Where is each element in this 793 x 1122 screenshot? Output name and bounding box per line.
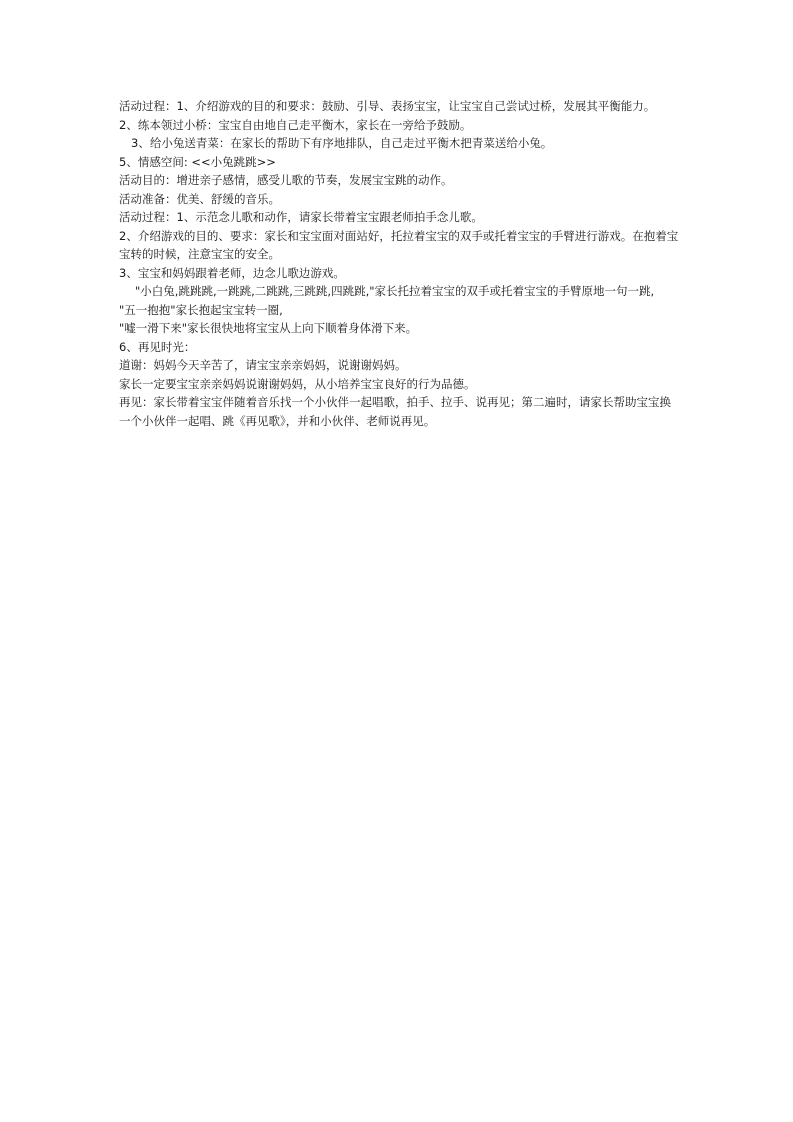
paragraph-rhyme-jump: "小白兔,跳跳跳,一跳跳,二跳跳,三跳跳,四跳跳,"家长托拉着宝宝的双手或托着宝宝的手臂原地一句一跳, xyxy=(135,284,655,298)
paragraph-thanks: 道谢：妈妈今天辛苦了，请宝宝亲亲妈妈，说谢谢妈妈。 xyxy=(119,358,407,372)
paragraph-game-rules: 2、介绍游戏的目的、要求：家长和宝宝面对面站好，托拉着宝宝的双手或托着宝宝的手臂进行游戏。在抱着宝宝转的时候，注意宝宝的安全。 xyxy=(119,228,679,261)
paragraph-goodbye: 再见：家长带着宝宝伴随着音乐找一个小伙伴一起唱歌，拍手、拉手、说再见；第二遍时，请家长帮助宝宝换一个小伙伴一起唱、跳《再见歌》，并和小伙伴、老师说再见。 xyxy=(119,395,671,428)
document-body xyxy=(119,97,679,430)
paragraph-activity-goal: 活动目的：增进亲子感情，感受儿歌的节奏，发展宝宝跳的动作。 xyxy=(119,173,453,187)
paragraph-step-3-follow: 3、宝宝和妈妈跟着老师，边念儿歌边游戏。 xyxy=(119,265,345,280)
paragraph-activity-process-2: 活动过程：1、示范念儿歌和动作，请家长带着宝宝跟老师拍手念儿歌。 xyxy=(119,210,483,224)
paragraph-activity-prep: 活动准备：优美、舒缓的音乐。 xyxy=(119,191,280,206)
section-heading-5: 5、情感空间: <<小兔跳跳>> xyxy=(119,154,276,169)
paragraph-rhyme-slide: "嘘一滑下来"家长很快地将宝宝从上向下顺着身体滑下来。 xyxy=(119,321,418,335)
paragraph-step-3-rabbit: 3、给小兔送青菜：在家长的帮助下有序地排队，自己走过平衡木把青菜送给小兔。 xyxy=(131,136,553,150)
paragraph-parent-note: 家长一定要宝宝亲亲妈妈说谢谢妈妈，从小培养宝宝良好的行为品德。 xyxy=(119,376,476,391)
paragraph-activity-process-1: 活动过程：1、介绍游戏的目的和要求：鼓励、引导、表扬宝宝，让宝宝自己尝试过桥，发展其平衡能力。 xyxy=(119,99,656,113)
section-heading-6: 6、再见时光： xyxy=(119,339,196,354)
paragraph-step-2-bridge: 2、练本领过小桥：宝宝自由地自己走平衡木，家长在一旁给予鼓励。 xyxy=(119,117,472,132)
paragraph-rhyme-hug: "五一抱抱"家长抱起宝宝转一圈, xyxy=(119,302,283,317)
